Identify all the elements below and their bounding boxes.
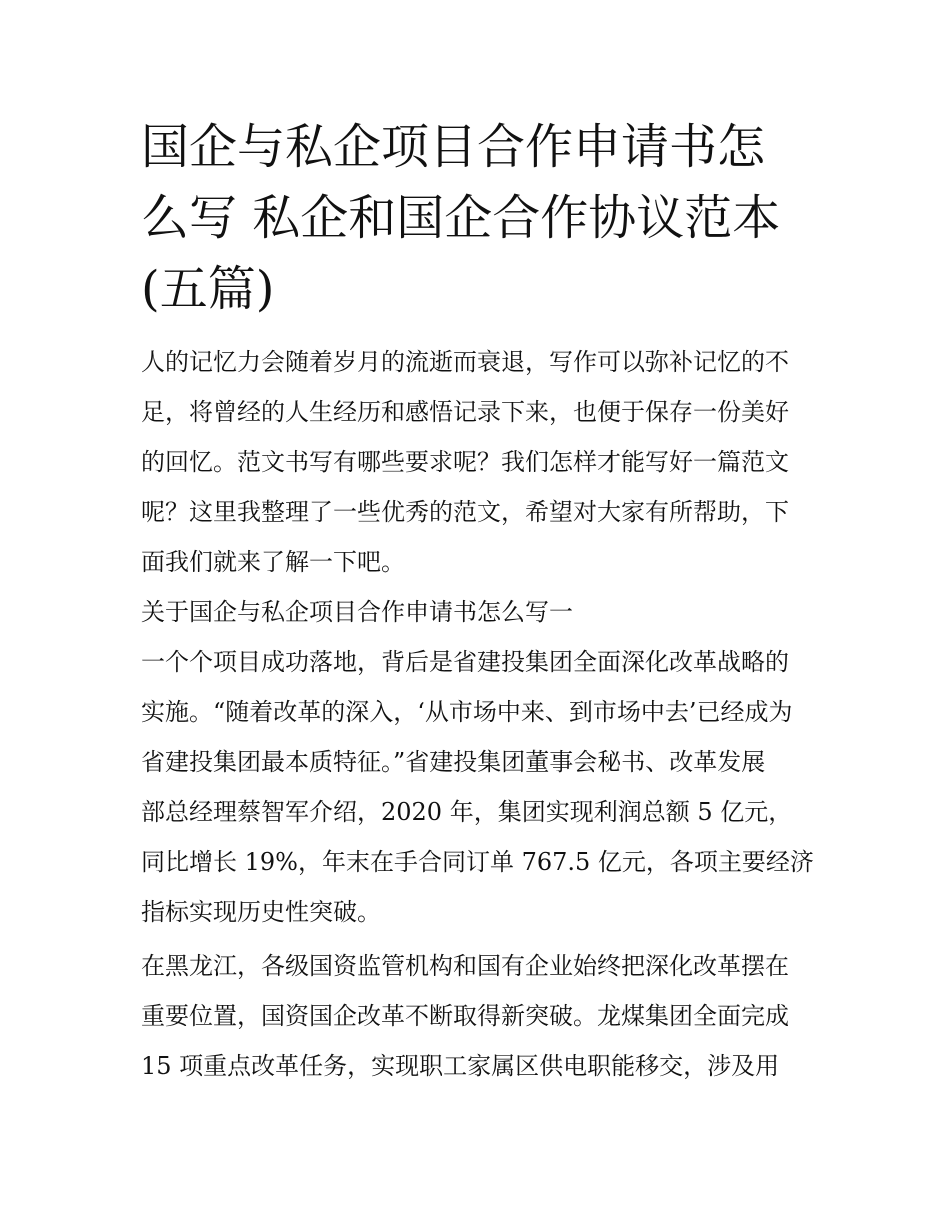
text-line: 同比增长 19%，年末在手合同订单 767.5 亿元，各项主要经济 [141, 848, 814, 876]
body-paragraph [141, 637, 821, 937]
text-line: 部总经理蔡智军介绍，2020 年，集团实现利润总额 5 亿元， [141, 798, 793, 826]
document-content [141, 112, 821, 1091]
text-line: 呢？这里我整理了一些优秀的范文，希望对大家有所帮助，下 [141, 498, 789, 526]
text-line: 省建投集团最本质特征。”省建投集团董事会秘书、改革发展 [141, 748, 766, 776]
section-heading-text: 关于国企与私企项目合作申请书怎么写一 [141, 598, 573, 626]
text-line: 重要位置，国资国企改革不断取得新突破。龙煤集团全面完成 [141, 1002, 789, 1030]
title-line: (五篇) [141, 261, 275, 317]
intro-paragraph [141, 337, 821, 587]
text-line: 足，将曾经的人生经历和感悟记录下来，也便于保存一份美好 [141, 398, 789, 426]
body-paragraph [141, 941, 821, 1091]
title-line: 国企与私企项目合作申请书怎 [141, 119, 766, 175]
text-line: 人的记忆力会随着岁月的流逝而衰退，写作可以弥补记忆的不 [141, 348, 789, 376]
section-heading [141, 587, 821, 637]
text-line: 实施。“随着改革的深入，‘从市场中来、到市场中去’已经成为 [141, 698, 793, 726]
text-line: 在黑龙江，各级国资监管机构和国有企业始终把深化改革摆在 [141, 952, 789, 980]
text-line: 15 项重点改革任务，实现职工家属区供电职能移交，涉及用 [141, 1052, 780, 1080]
text-line: 一个个项目成功落地，背后是省建投集团全面深化改革战略的 [141, 648, 789, 676]
text-line: 指标实现历史性突破。 [141, 898, 381, 926]
text-line: 的回忆。范文书写有哪些要求呢？我们怎样才能写好一篇范文 [141, 448, 789, 476]
text-line: 面我们就来了解一下吧。 [141, 548, 405, 576]
document-title [141, 112, 821, 325]
title-line: 么写 私企和国企合作协议范本 [141, 190, 781, 246]
